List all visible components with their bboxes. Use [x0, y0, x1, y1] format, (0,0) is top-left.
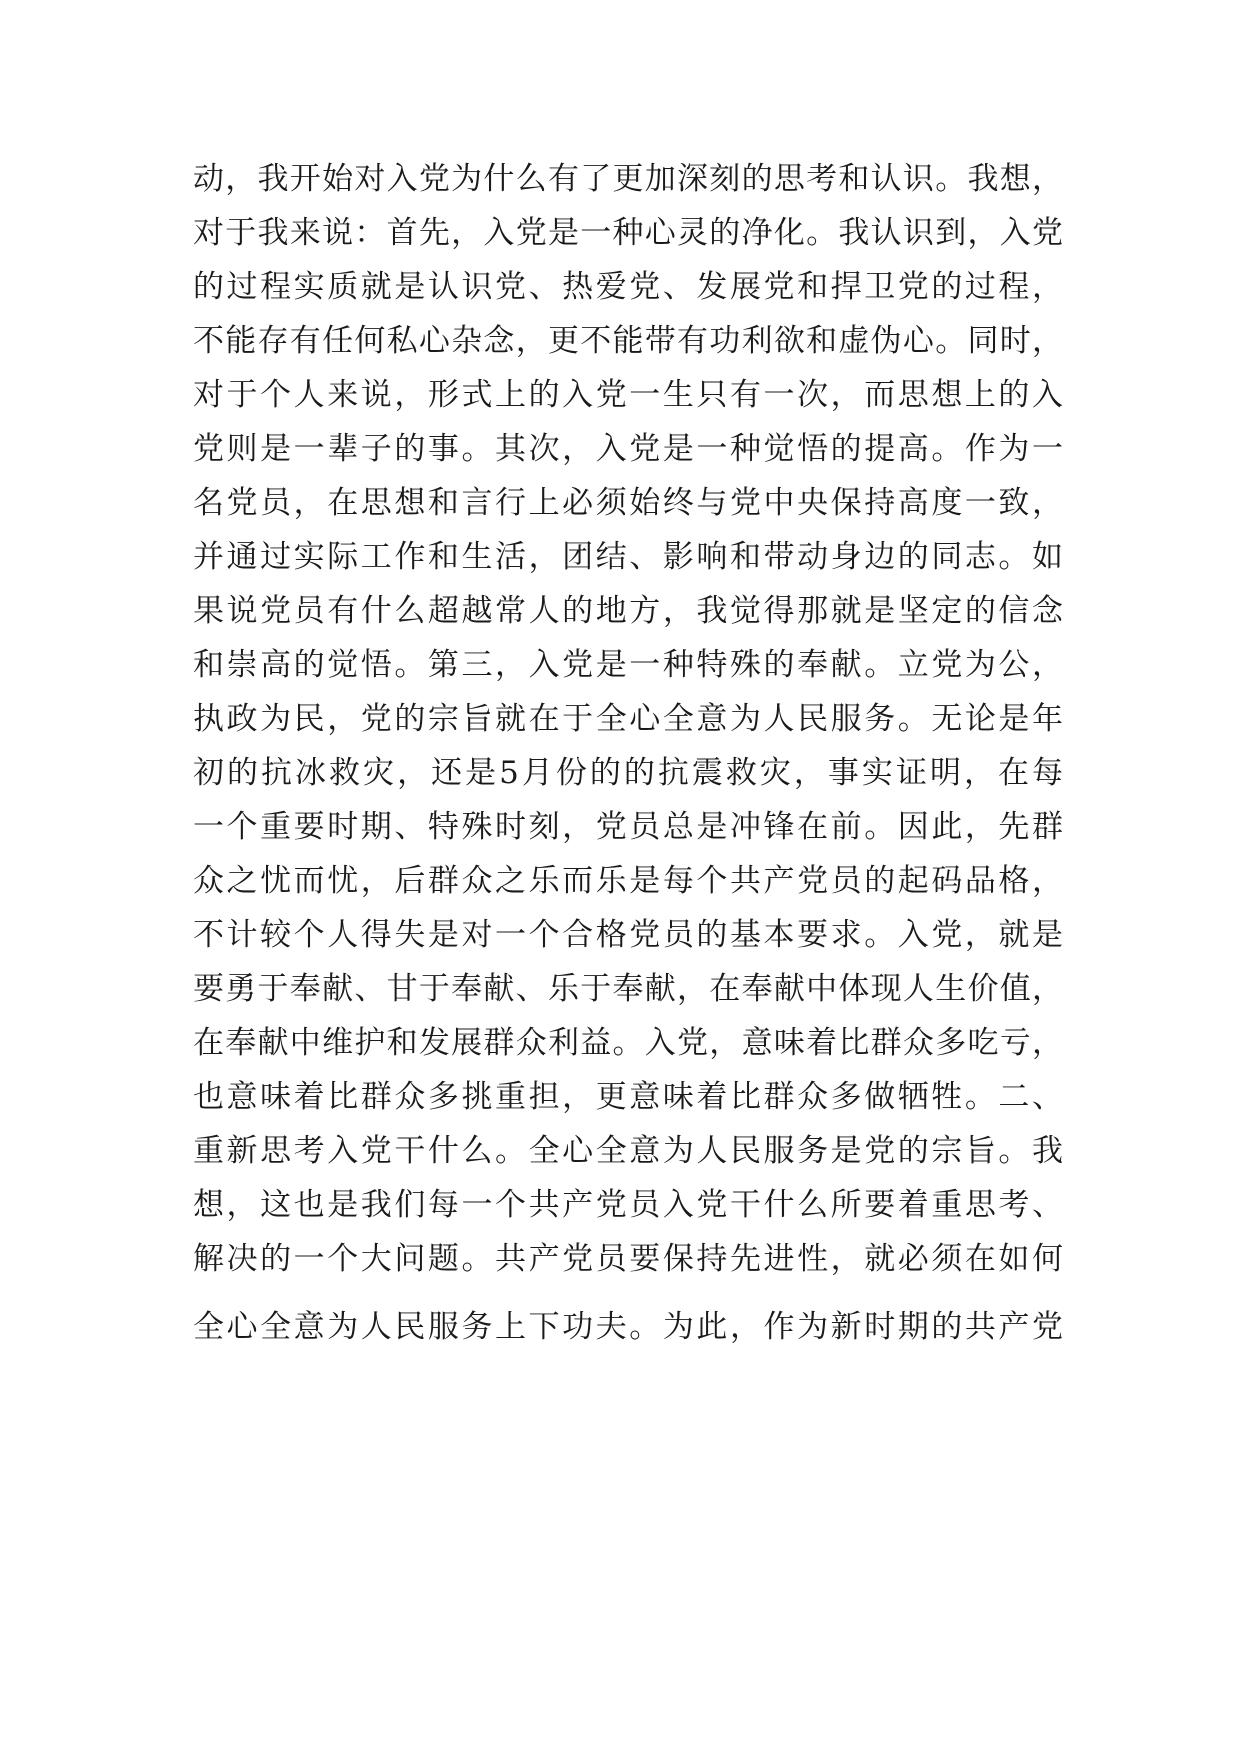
text-line: 一个重要时期、特殊时刻，党员总是冲锋在前。因此，先群 — [193, 809, 1063, 845]
text-line: 对于个人来说，形式上的入党一生只有一次，而思想上的入 — [193, 377, 1063, 413]
text-line: 重新思考入党干什么。全心全意为人民服务是党的宗旨。我 — [193, 1133, 1063, 1169]
text-line: 对于我来说：首先，入党是一种心灵的净化。我认识到，入党 — [193, 215, 1063, 251]
text-line: 果说党员有什么超越常人的地方，我觉得那就是坚定的信念 — [193, 593, 1063, 629]
text-line: 动，我开始对入党为什么有了更加深刻的思考和认识。我想， — [193, 161, 1063, 197]
text-line: 初的抗冰救灾，还是5月份的的抗震救灾，事实证明，在每 — [193, 755, 1063, 791]
text-line: 全心全意为人民服务上下功夫。为此，作为新时期的共产党 — [193, 1309, 1063, 1345]
text-line: 要勇于奉献、甘于奉献、乐于奉献，在奉献中体现人生价值， — [193, 971, 1063, 1007]
text-line: 解决的一个大问题。共产党员要保持先进性，就必须在如何 — [193, 1241, 1063, 1277]
text-line: 在奉献中维护和发展群众利益。入党，意味着比群众多吃亏， — [193, 1025, 1063, 1061]
text-line: 执政为民，党的宗旨就在于全心全意为人民服务。无论是年 — [193, 701, 1063, 737]
text-line: 名党员，在思想和言行上必须始终与党中央保持高度一致， — [193, 485, 1063, 521]
text-line: 和崇高的觉悟。第三，入党是一种特殊的奉献。立党为公， — [193, 647, 1063, 683]
text-line: 党则是一辈子的事。其次，入党是一种觉悟的提高。作为一 — [193, 431, 1063, 467]
text-line: 不计较个人得失是对一个合格党员的基本要求。入党，就是 — [193, 917, 1063, 953]
text-line: 也意味着比群众多挑重担，更意味着比群众多做牺牲。二、 — [193, 1079, 1063, 1115]
text-line: 并通过实际工作和生活，团结、影响和带动身边的同志。如 — [193, 539, 1063, 575]
text-line: 的过程实质就是认识党、热爱党、发展党和捍卫党的过程， — [193, 269, 1063, 305]
text-line: 想，这也是我们每一个共产党员入党干什么所要着重思考、 — [193, 1187, 1063, 1223]
text-line: 不能存有任何私心杂念，更不能带有功利欲和虚伪心。同时， — [193, 323, 1063, 359]
body-paragraph — [193, 152, 1063, 1354]
text-line: 众之忧而忧，后群众之乐而乐是每个共产党员的起码品格， — [193, 863, 1063, 899]
